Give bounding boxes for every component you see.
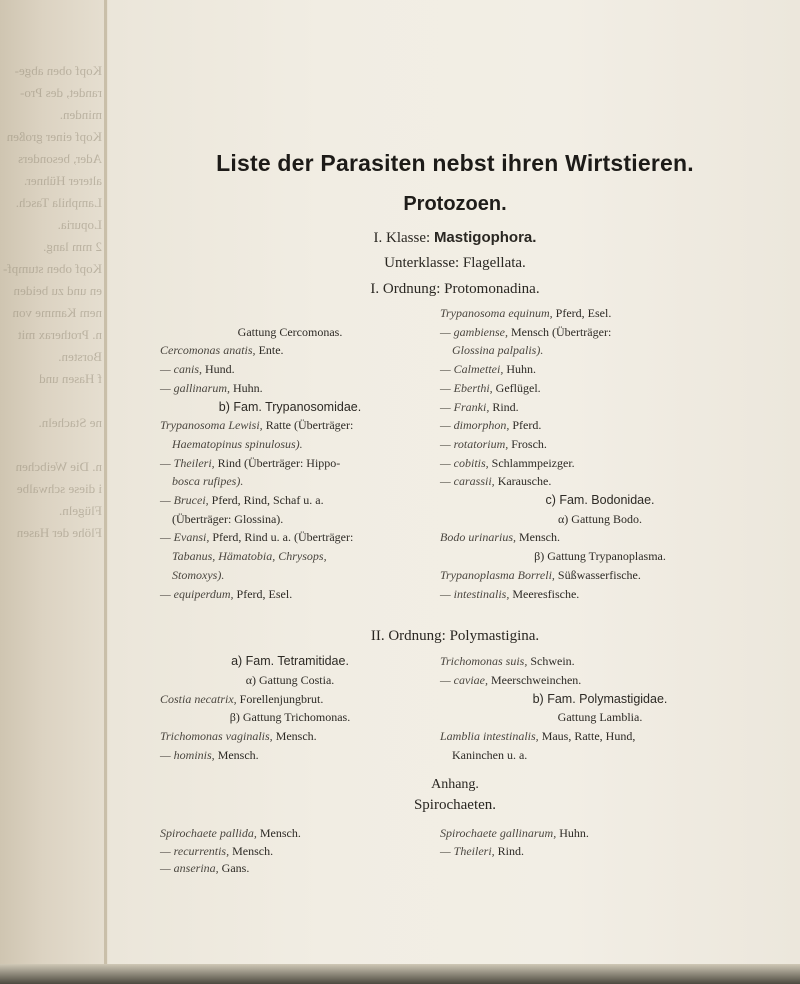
- host-name: Meeresfische.: [509, 586, 580, 601]
- host-name: Schwein.: [527, 654, 575, 668]
- host-name: Schlammpeizger.: [488, 455, 575, 470]
- host-name: Maus, Ratte, Hund,: [538, 729, 636, 744]
- bleed-line: Borsten.: [58, 349, 102, 364]
- host-name: Mensch.: [272, 729, 317, 744]
- entry-line: [160, 418, 353, 432]
- entry-line: [160, 826, 301, 840]
- bleed-line: alterer Hühner.: [24, 173, 102, 188]
- entry-line: [172, 512, 283, 526]
- entry-line: [160, 493, 324, 507]
- species-name: Trypanosoma Lewisi,: [160, 418, 263, 433]
- species-name: — gambiense,: [440, 324, 508, 339]
- bleed-line: i diese schwalbe: [16, 481, 102, 496]
- bleed-line: Lopuria.: [57, 217, 102, 232]
- species-name: Trichomonas vaginalis,: [160, 729, 273, 744]
- species-name: Cercomonas anatis,: [160, 343, 256, 358]
- entry-line: [440, 673, 581, 687]
- entry-line: [160, 748, 259, 762]
- species-name: — gallinarum,: [160, 380, 231, 395]
- family-or-genus-heading: β) Gattung Trichomonas.: [229, 710, 351, 725]
- species-name: — Brucei,: [160, 493, 209, 507]
- family-or-genus-heading: b) Fam. Trypanosomidae.: [218, 399, 362, 414]
- entry-line: [440, 493, 760, 507]
- host-name: Pferd, Esel.: [552, 306, 612, 320]
- unterklasse-name: Flagellata.: [462, 255, 526, 271]
- species-name: — hominis,: [160, 748, 215, 762]
- bleed-line: Flügeln.: [59, 503, 102, 518]
- host-name: Mensch.: [214, 748, 259, 762]
- entry-line: [440, 325, 611, 339]
- host-name: Pferd.: [509, 418, 542, 433]
- family-or-genus-heading: α) Gattung Bodo.: [558, 511, 642, 526]
- entry-line: [160, 673, 420, 687]
- host-name: Mensch.: [229, 843, 274, 858]
- entry-line: [172, 474, 243, 488]
- entry-line: [440, 549, 760, 563]
- host-name: Mensch.: [516, 530, 561, 545]
- species-name: — Evansi,: [160, 530, 210, 545]
- ordnung2-line: [150, 628, 760, 645]
- unterklasse-line: [150, 255, 760, 272]
- entry-line: [452, 748, 527, 762]
- family-or-genus-heading: c) Fam. Bodonidae.: [545, 493, 655, 507]
- species-name: — anserina,: [160, 861, 219, 876]
- ordnung2-name: Polymastigina.: [449, 628, 540, 644]
- host-name: Hund.: [202, 362, 235, 377]
- spirochaeten-heading: Spirochaeten.: [413, 797, 497, 813]
- host-name: Pferd, Esel.: [233, 586, 293, 601]
- ordnung1-line: [150, 281, 760, 298]
- family-or-genus-heading: Gattung Lamblia.: [557, 710, 643, 725]
- species-name: Haematopinus spinulosus).: [172, 436, 303, 451]
- host-name: Pferd, Rind, Schaf u. a.: [208, 493, 324, 507]
- entry-line: [172, 549, 327, 563]
- entry-line: [440, 568, 641, 582]
- host-name: Rind.: [494, 843, 525, 858]
- species-name: Tabanus, Hämatobia, Chrysops,: [172, 549, 327, 564]
- family-or-genus-heading: a) Fam. Tetramitidae.: [231, 654, 349, 668]
- entry-line: [440, 418, 541, 432]
- host-name: Ente.: [255, 343, 284, 358]
- entry-line: [440, 692, 760, 706]
- entry-line: [160, 710, 420, 724]
- ordnung1-name: Protomonadina.: [444, 281, 540, 297]
- entry-line: [160, 654, 420, 668]
- host-name: Kaninchen u. a.: [452, 748, 528, 762]
- entry-line: [440, 456, 575, 470]
- entry-line: [160, 343, 284, 357]
- species-name: — Franki,: [440, 399, 490, 414]
- entry-line: [440, 587, 579, 601]
- bleed-line: Lamphila Tasch.: [15, 195, 102, 210]
- bleed-line: f Hasen und: [39, 371, 102, 386]
- entry-line: [160, 692, 323, 706]
- bleed-line: n. Protherax mit: [17, 327, 102, 342]
- entry-line: [452, 343, 543, 357]
- section-heading: Protozoen.: [403, 193, 507, 215]
- host-name: Rind.: [489, 399, 519, 414]
- entry-line: [440, 512, 760, 526]
- host-name: Frosch.: [508, 436, 547, 451]
- host-name: Mensch (Überträger:: [508, 324, 612, 339]
- scan-bottom-edge: [0, 964, 800, 984]
- entry-line: [160, 362, 235, 376]
- entry-line: [160, 381, 263, 395]
- host-name: Pferd, Rind u. a. (Überträger:: [209, 530, 354, 545]
- species-name: — caviae,: [440, 672, 488, 687]
- ordnung1-prefix: I. Ordnung:: [370, 281, 441, 297]
- host-name: Huhn.: [556, 826, 589, 840]
- klasse-name: Mastigophora.: [433, 229, 537, 246]
- family-or-genus-heading: α) Gattung Costia.: [245, 672, 335, 687]
- entry-line: [160, 456, 340, 470]
- entry-line: [440, 362, 536, 376]
- entry-line: [440, 437, 547, 451]
- entry-line: [440, 826, 589, 840]
- bleed-line: n. Die Weibchen: [15, 459, 102, 474]
- entry-line: [160, 844, 273, 858]
- page-title: Liste der Parasiten nebst ihren Wirtstieren.: [216, 150, 694, 176]
- host-name: Forellenjungbrut.: [236, 691, 324, 706]
- bleed-line: ne Stacheln.: [38, 415, 102, 430]
- host-name: Mensch.: [256, 826, 301, 840]
- species-name: — recurrentis,: [160, 843, 230, 858]
- bleed-line: Kopf einer großen: [6, 129, 102, 144]
- entry-line: [440, 710, 760, 724]
- klasse-line: [150, 229, 760, 247]
- host-name: (Überträger: Glossina).: [172, 511, 284, 526]
- entry-line: [440, 654, 575, 668]
- host-name: Rind (Überträger: Hippo-: [214, 455, 341, 470]
- unterklasse-prefix: Unterklasse:: [384, 255, 460, 271]
- entry-line: [440, 729, 635, 743]
- species-name: Lamblia intestinalis,: [440, 729, 539, 744]
- bleed-line: Kopf oben stumpf-: [3, 261, 102, 276]
- entry-line: [172, 568, 224, 582]
- species-name: Trypanoplasma Borreli,: [440, 567, 555, 582]
- entry-line: [160, 400, 420, 414]
- species-name: Bodo urinarius,: [440, 530, 517, 545]
- species-name: — Calmettei,: [440, 362, 504, 377]
- entry-line: [160, 587, 292, 601]
- entry-line: [440, 400, 519, 414]
- species-name: — dimorphon,: [440, 418, 510, 433]
- host-name: Geflügel.: [492, 380, 541, 395]
- species-name: — Eberthi,: [440, 380, 493, 395]
- species-name: — Theileri,: [440, 843, 495, 858]
- host-name: Huhn.: [230, 380, 263, 395]
- host-name: Huhn.: [503, 362, 536, 377]
- species-name: Trypanosoma equinum,: [440, 306, 553, 320]
- bleed-line: minden.: [59, 107, 102, 122]
- family-or-genus-heading: b) Fam. Polymastigidae.: [532, 691, 668, 706]
- entry-line: [440, 306, 611, 320]
- host-name: Meerschweinchen.: [487, 672, 582, 687]
- family-or-genus-heading: β) Gattung Trypanoplasma.: [534, 549, 666, 564]
- ordnung2-prefix: II. Ordnung:: [370, 628, 446, 644]
- host-name: Ratte (Überträger:: [262, 418, 354, 433]
- species-name: Trichomonas suis,: [440, 654, 528, 668]
- species-name: Costia necatrix,: [160, 691, 237, 706]
- bleed-line: Kopf oben abge-: [14, 63, 102, 78]
- species-name: Spirochaete gallinarum,: [440, 826, 557, 840]
- bleed-line: nem Kamme von: [12, 305, 102, 320]
- bleed-line: Ader, besonders: [18, 151, 102, 166]
- species-name: Glossina palpalis).: [452, 343, 544, 358]
- anhang-label: Anhang.: [431, 777, 479, 792]
- bleed-line: en und zu beiden: [13, 283, 102, 298]
- entry-line: [440, 530, 560, 544]
- family-or-genus-heading: Gattung Cercomonas.: [237, 324, 343, 339]
- species-name: — rotatorium,: [440, 436, 509, 451]
- entry-line: [440, 381, 541, 395]
- host-name: Süßwasserfische.: [554, 567, 641, 582]
- entry-line: [440, 474, 551, 488]
- species-name: — intestinalis,: [440, 586, 510, 601]
- species-name: — Theileri,: [160, 455, 215, 470]
- bleed-line: randet, des Pro-: [20, 85, 102, 100]
- species-name: — cobitis,: [440, 455, 489, 470]
- host-name: Karausche.: [494, 474, 552, 489]
- entry-line: [440, 844, 524, 858]
- entry-line: [160, 530, 353, 544]
- bleed-line: 2 mm lang.: [43, 239, 102, 254]
- species-name: — canis,: [160, 362, 202, 377]
- species-name: — equiperdum,: [160, 586, 234, 601]
- species-name: Spirochaete pallida,: [160, 826, 257, 840]
- klasse-prefix: I. Klasse:: [373, 230, 431, 246]
- species-name: Stomoxys).: [172, 567, 225, 582]
- species-name: — carassii,: [440, 474, 495, 489]
- entry-line: [160, 861, 249, 875]
- bleed-line: Flöhe der Hasen: [16, 525, 102, 540]
- entry-line: [160, 325, 420, 339]
- species-name: bosca rufipes).: [172, 474, 244, 489]
- entry-line: [172, 437, 303, 451]
- entry-line: [160, 729, 317, 743]
- host-name: Gans.: [218, 861, 250, 876]
